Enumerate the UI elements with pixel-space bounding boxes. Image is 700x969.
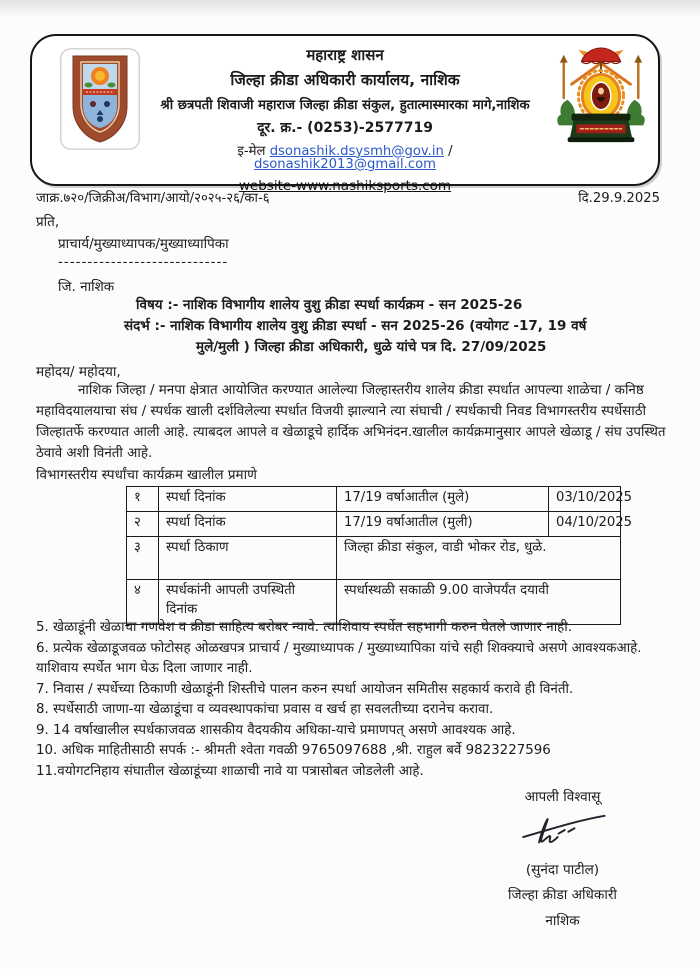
note-item: 7. निवास / स्पर्धेच्या ठिकाणी खेळाडूंनी शिस्तीचे पालन करुन स्पर्धा आयोजन समितीस सहकार्य करावे ही विनंती.	[36, 681, 574, 697]
closing-yours: आपली विश्वासू	[524, 789, 601, 805]
cell-item: स्पर्धा दिनांक	[159, 487, 337, 512]
salutation: महोदय/ महोदया,	[36, 364, 121, 380]
reference-line-2: मुले/मुली ) जिल्हा क्रीडा अधिकारी, धुळे यांचे पत्र दि. 27/09/2025	[196, 339, 547, 355]
subject-line: विषय :- नाशिक विभागीय शालेय वुशु क्रीडा स्पर्धा कार्यक्रम - सन 2025-26	[136, 297, 523, 313]
signatory-place: नाशिक	[545, 913, 580, 929]
scan-top-edge	[0, 0, 700, 16]
cell-detail: स्पर्धास्थळी सकाळी 9.00 वाजेपर्यंत दयावी	[337, 580, 621, 625]
email-link-primary[interactable]: dsonashik.dsysmh@gov.in	[269, 143, 444, 159]
outward-number: जाक्र.७२०/जिक्रीअ/विभाग/आयो/२०२५-२६/का-६	[36, 191, 270, 206]
letterhead-text	[146, 42, 544, 171]
cell-sr: २	[127, 512, 159, 537]
district-sports-office-emblem-icon	[60, 48, 140, 150]
note-item: 9. 14 वर्षाखालील स्पर्धकाजवळ शासकीय वैदयकीय अधिका-याचे प्रमाणपत् असणे आवश्यक आहे.	[36, 722, 516, 738]
cell-sr: ३	[127, 537, 159, 580]
office-address: श्री छत्रपती शिवाजी महाराज जिल्हा क्रीडा संकुल, हुतात्मास्मारका मागे,नाशिक	[160, 97, 530, 113]
phone-number: दूर. क्र.- (0253)-2577719	[257, 119, 433, 136]
table-row	[127, 537, 621, 580]
email-label: इ-मेल	[237, 143, 266, 159]
cell-detail: जिल्हा क्रीडा संकुल, वाडी भोकर रोड, धुळे.	[337, 537, 621, 580]
cell-sr: १	[127, 487, 159, 512]
recipient-blank-line: -----------------------------	[58, 254, 229, 270]
cell-detail: 17/19 वर्षाआतील (मुले)	[337, 487, 549, 512]
cell-item: स्पर्धा दिनांक	[159, 512, 337, 537]
office-name: जिल्हा क्रीडा अधिकारी कार्यालय, नाशिक	[230, 71, 460, 89]
cell-detail: 17/19 वर्षाआतील (मुली)	[337, 512, 549, 537]
schedule-table	[126, 486, 633, 625]
cell-item: स्पर्धा ठिकाण	[159, 537, 337, 580]
signature-icon	[498, 807, 628, 853]
note-item: 11.वयोगटनिहाय संघातील खेळाडूंच्या शाळाची नावे या पत्रासोबत जोडलेली आहे.	[36, 763, 424, 779]
note-item: 8. स्पर्धेसाठी जाणा-या खेळाडूंचा व व्यवस्थापकांचा प्रवास व खर्च हा सवलतीच्या दरानेच करावा.	[36, 702, 494, 717]
letterhead	[30, 34, 660, 194]
district-line: जि. नाशिक	[58, 279, 115, 295]
cell-value: 03/10/2025	[549, 487, 621, 512]
letter-date: दि.29.9.2025	[578, 191, 660, 206]
body-paragraph: नाशिक जिल्हा / मनपा क्षेत्रात आयोजित करण्यात आलेल्या जिल्हास्तरीय शालेय क्रीडा स्पर्धात आपल्या शाळेचा / कनिष्ठ महाविदयालयाचा संघ / स्पर्धक खाली दर्शविलेल्या स्पर्धात विजयी झाल्याने त्या संघाची / स्पर्धकाची निवड विभागस्तरीय स्पर्धेसाठी जिल्हातर्फे करण्यात आली आहे. त्याबदल आपले व खेळाडूचे हार्दिक अभिनंदन.खालील कार्यक्रमानुसार आपले खेळाडू / संघ उपस्थित ठेवावे अशी विनंती आहे.	[36, 383, 666, 461]
signatory-designation: जिल्हा क्रीडा अधिकारी	[508, 887, 617, 903]
schedule-intro: विभागस्तरीय स्पर्धांचा कार्यक्रम खालील प्रमाणे	[36, 467, 257, 483]
cell-value: 04/10/2025	[549, 512, 621, 537]
website-link: website-www.nashiksports.com	[238, 178, 452, 194]
note-item: 5. खेळाडूंनी खेळाचा गणवेश व क्रीडा साहित्य बरोबर न्यावे. त्याशिवाय स्पर्धेत सहभागी करुन घेतले जाणार नाही.	[36, 620, 573, 635]
signatory-name: (सुनंदा पाटील)	[525, 862, 600, 878]
signature-block	[470, 786, 655, 929]
notes-list	[36, 618, 670, 782]
note-item: 10. अधिक माहितीसाठी सपर्क :- श्रीमती श्वेता गवळी 9765097688 ,श्री. राहुल बर्वे 9823227596	[36, 743, 551, 758]
note-item: 6. प्रत्येक खेळाडूजवळ फोटोसह ओळखपत्र प्राचार्य / मुख्याध्यापक / मुख्याध्यापिका यांचे सही शिक्क्याचे असणे आवश्यकआहे. याशिवाय स्पर्धेत भाग घेऊ दिला जाणार नाही.	[36, 640, 642, 676]
rajmudra-emblem-icon	[550, 44, 652, 148]
recipient-line: प्राचार्य/मुख्याध्यापक/मुख्याध्यापिका	[58, 236, 229, 252]
reference-row	[36, 188, 660, 206]
cell-item: स्पर्धकांनी आपली उपस्थिती दिनांक	[159, 580, 337, 625]
cell-sr: ४	[127, 580, 159, 625]
to-label: प्रति,	[36, 214, 60, 230]
email-separator: /	[448, 143, 453, 159]
table-row	[127, 512, 621, 537]
table-row	[127, 487, 621, 512]
reference-line-1: संदर्भ :- नाशिक विभागीय शालेय वुशु क्रीडा स्पर्धा - सन 2025-26 (वयोगट -17, 19 वर्ष	[124, 318, 587, 334]
email-link-secondary[interactable]: dsonashik2013@gmail.com	[253, 156, 436, 172]
email-line	[146, 145, 544, 171]
government-title: महाराष्ट्र शासन	[306, 46, 384, 64]
